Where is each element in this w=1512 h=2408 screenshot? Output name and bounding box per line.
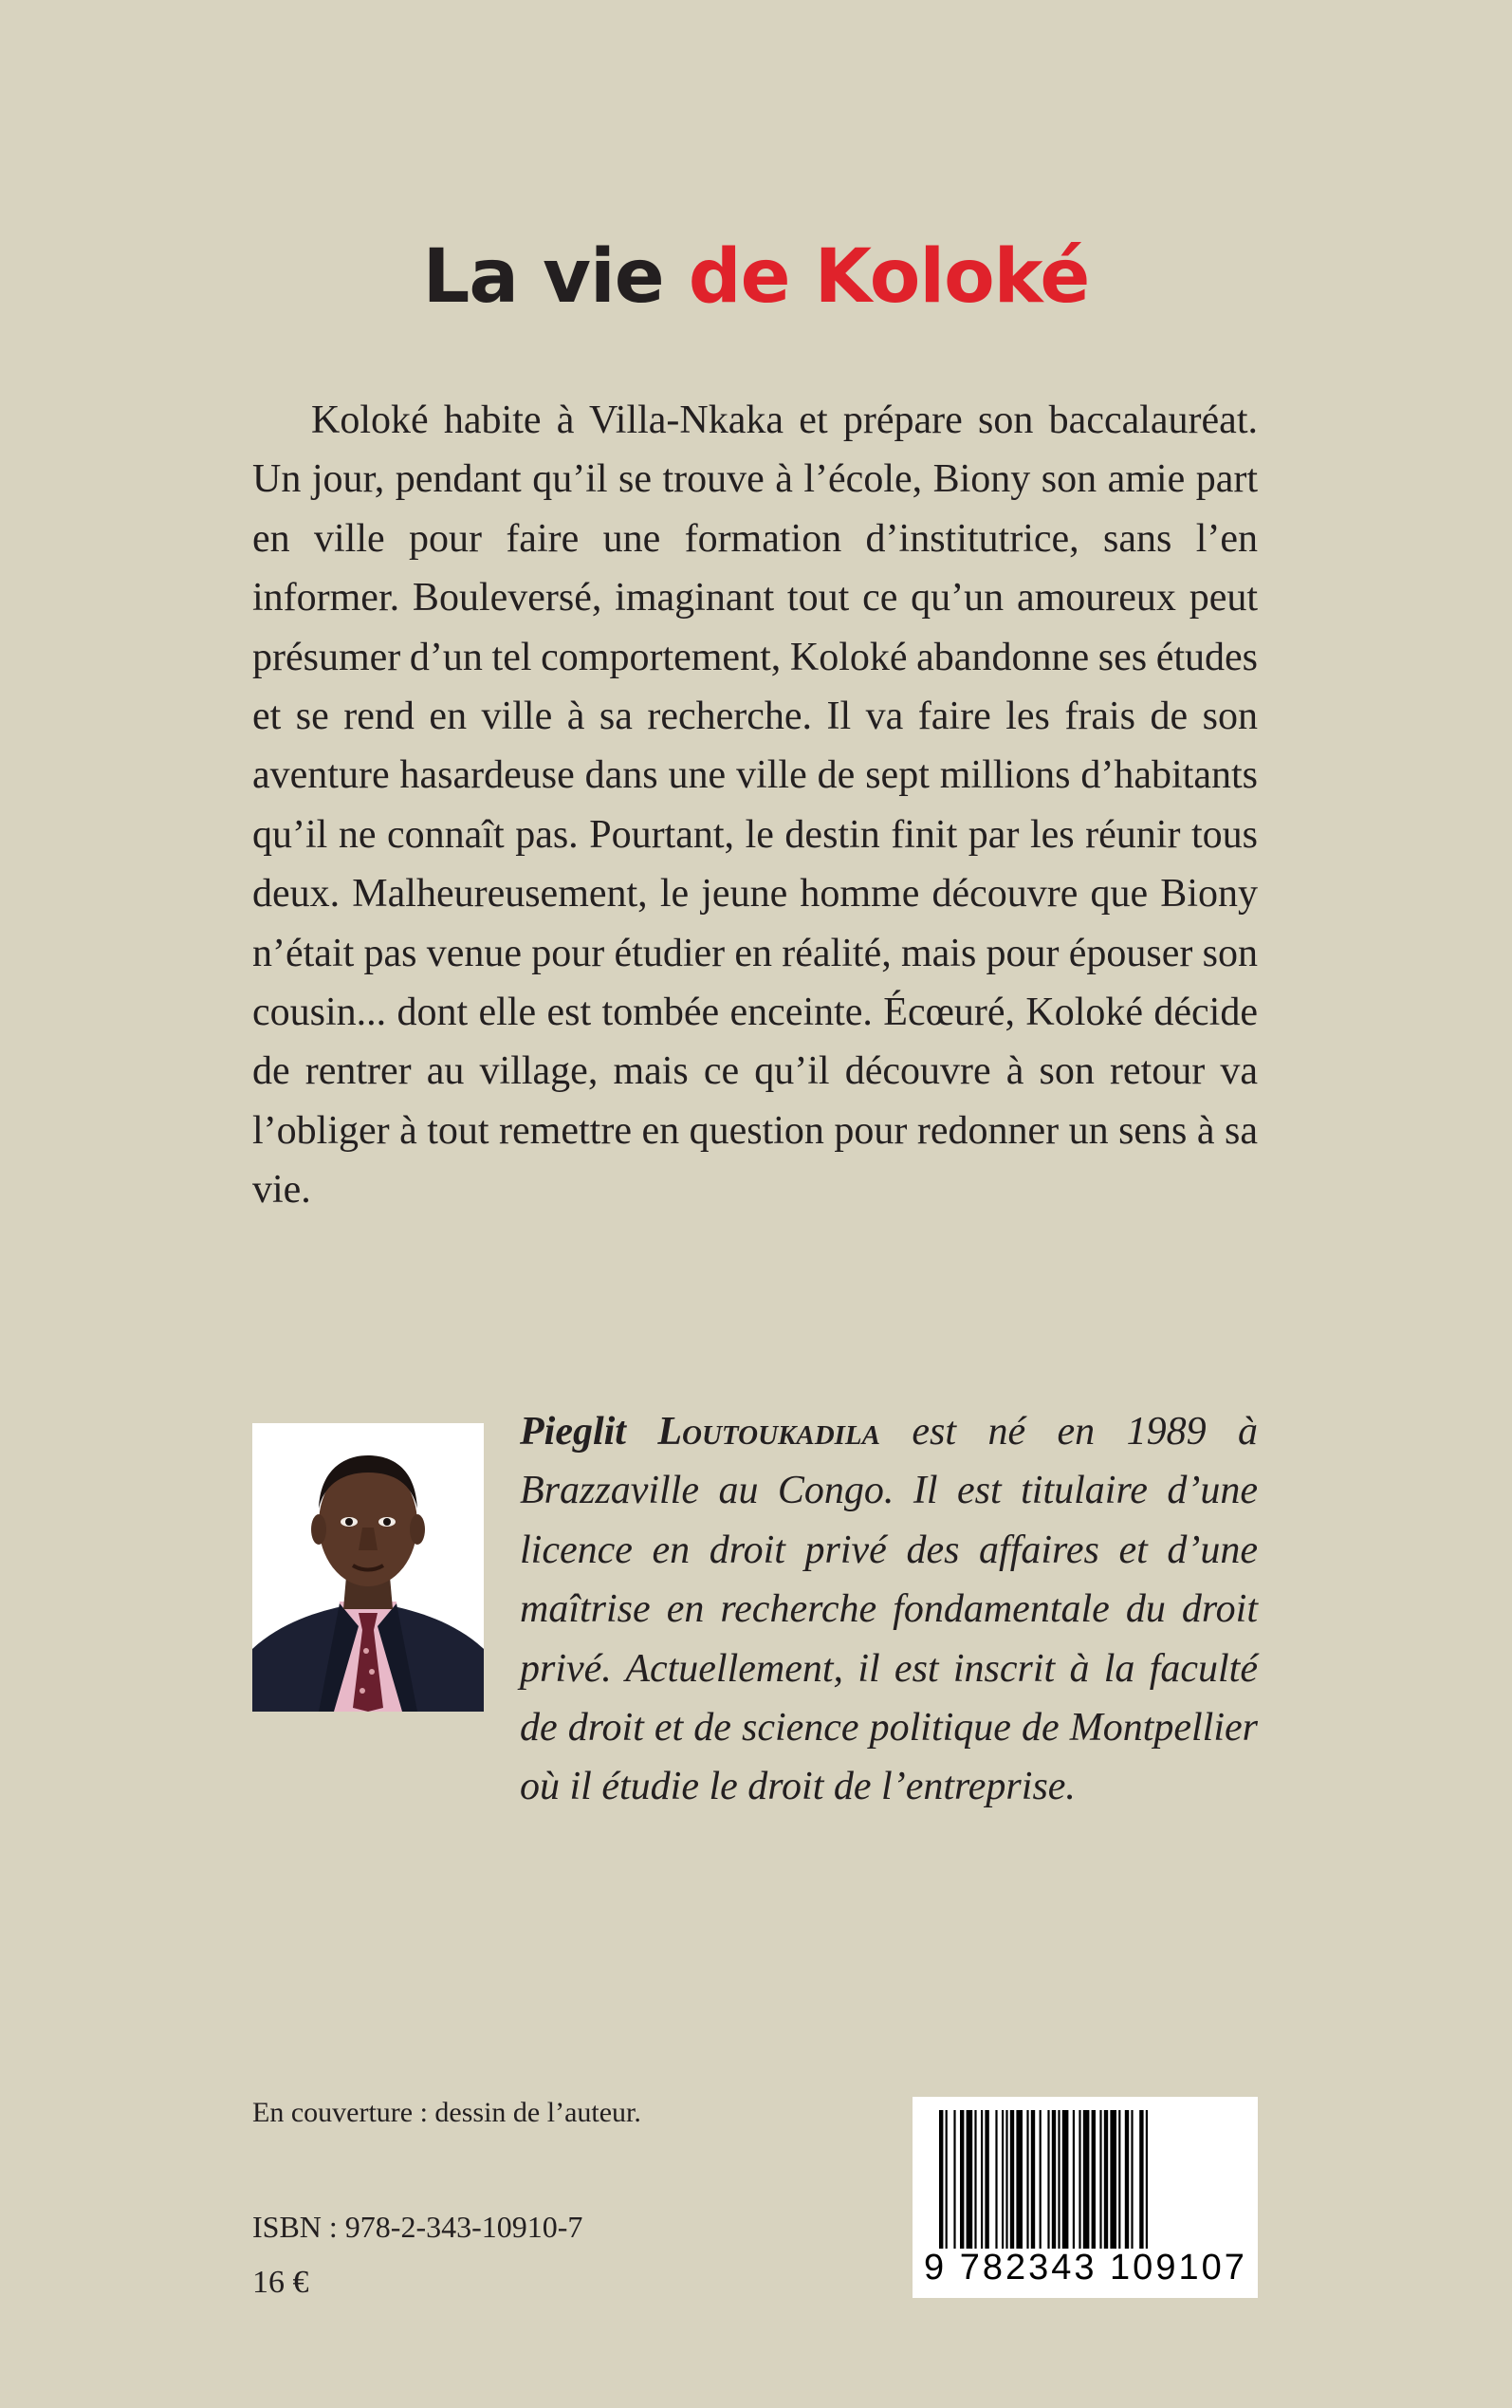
barcode-bar [946,2110,948,2249]
price: 16 € [252,2265,309,2300]
author-bio-text: est né en 1989 à Brazzaville au Congo. Il est titulaire d’une licence en droit privé des affaires et d’une maîtrise en recherche fondamentale du droit privé. Actuellement, il est inscrit à la faculté de droit et de science politique de Montpellier où il étudie le droit de l’entreprise. [520,1410,1258,1809]
barcode-bar [1104,2110,1108,2249]
barcode-digits: 9 782343 109107 [924,2248,1247,2288]
author-bio [520,1402,1258,1817]
barcode-bar [1040,2110,1042,2249]
author-photo [252,1423,484,1712]
barcode-bar [985,2110,988,2249]
barcode-bars [939,2110,1233,2252]
barcode-bar [1052,2110,1056,2249]
barcode-bar [953,2110,955,2249]
barcode-bar [960,2110,964,2249]
barcode-bar [1016,2110,1023,2249]
barcode-bar [1083,2110,1090,2249]
barcode-bar [974,2110,976,2249]
barcode-bar [1073,2110,1075,2249]
barcode-bar [981,2110,983,2249]
barcode-bar [1125,2110,1129,2249]
barcode [913,2097,1258,2298]
barcode-bar [1110,2110,1116,2249]
barcode-bar [1079,2110,1080,2249]
barcode-bar [1002,2110,1004,2249]
barcode-bar [995,2110,997,2249]
book-title-part2: de Koloké [688,234,1090,320]
barcode-bar [1099,2110,1101,2249]
author-last-name: Loutoukadila [657,1410,880,1454]
book-title [0,230,1512,324]
barcode-bar [1058,2110,1060,2249]
barcode-bar [1062,2110,1069,2249]
barcode-bar [1139,2110,1143,2249]
barcode-bar [1005,2110,1007,2249]
author-first-name: Pieglit [520,1410,658,1454]
barcode-bar [1131,2110,1133,2249]
isbn: ISBN : 978-2-343-10910-7 [252,2210,583,2244]
cover-credit: En couverture : dessin de l’auteur. [252,2097,641,2128]
synopsis-text: Koloké habite à Villa-Nkaka et prépare son baccalauréat. Un jour, pendant qu’il se trouve à l’école, Biony son amie part en ville pour faire une formation d’institutrice, sans l’en informer. Bouleversé, imaginant tout ce qu’un amoureux peut présumer d’un tel comportement, Koloké abandonne ses études et se rend en ville à sa recherche. Il va faire les frais de son aventure hasardeuse dans une ville de sept millions d’habitants qu’il ne connaît pas. Pourtant, le destin finit par les réunir tous deux. Malheureusement, le jeune homme découvre que Biony n’était pas venue pour étudier en réalité, mais pour épouser son cousin... dont elle est tombée enceinte. Écœuré, Koloké décide de rentrer au village, mais ce qu’il découvre à son retour va l’obliger à tout remettre en question pour redonner un sens à sa vie. [252,398,1258,1213]
barcode-bar [967,2110,973,2249]
barcode-bar [1031,2110,1035,2249]
barcode-bar [1092,2110,1096,2249]
barcode-bar [939,2110,943,2249]
barcode-bar [1010,2110,1014,2249]
barcode-bar [1047,2110,1049,2249]
barcode-bar [1146,2110,1148,2249]
book-title-part1: La vie [422,234,689,320]
barcode-bar [1118,2110,1120,2249]
barcode-bar [1026,2110,1028,2249]
